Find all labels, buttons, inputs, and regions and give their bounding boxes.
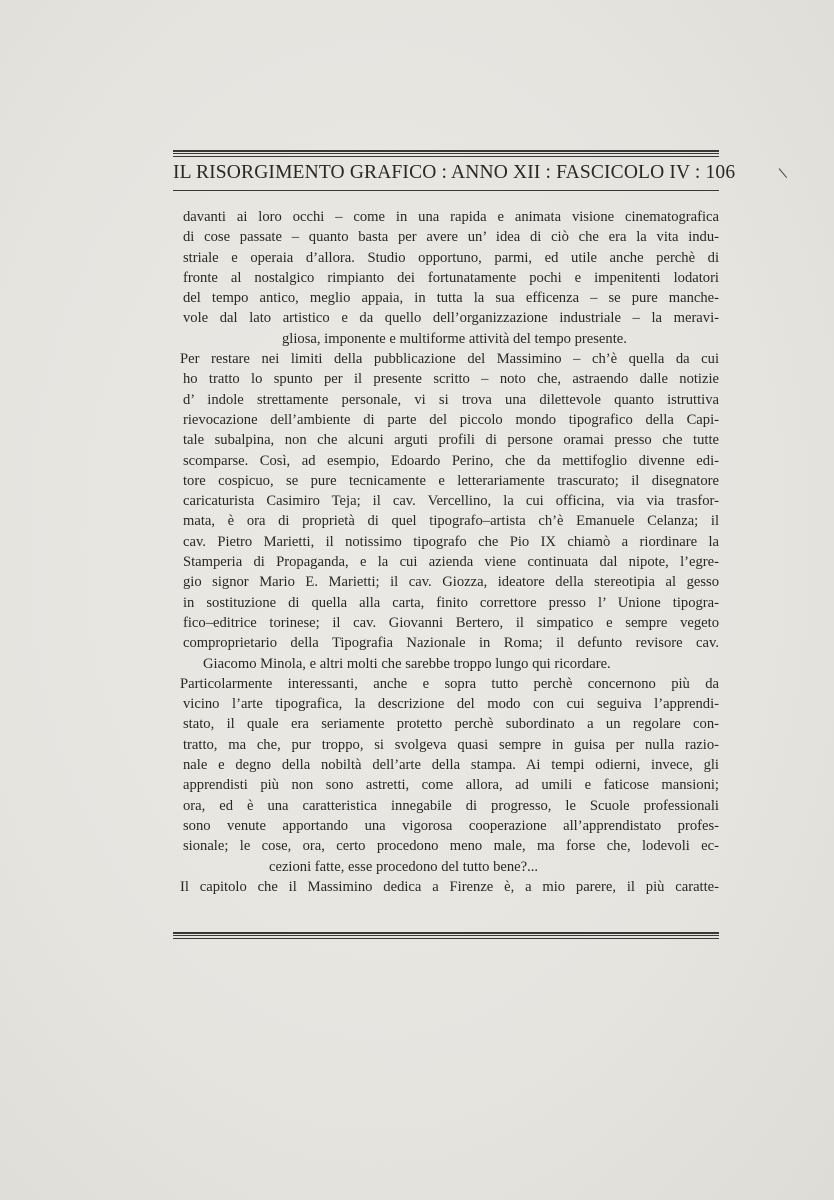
text-line: d’ indole strettamente personale, vi si trova una dilettevole quanto istruttiva: [183, 391, 719, 408]
header-rule: [173, 190, 719, 191]
text-line: tore cospicuo, se pure tecnicamente e letterariamente trascurato; il disegnatore: [183, 472, 719, 489]
text-line: caricaturista Casimiro Teja; il cav. Vercellino, la cui officina, via via trasfor-: [183, 493, 719, 510]
running-header: IL RISORGIMENTO GRAFICO : ANNO XII : FASCICOLO IV : 106: [173, 162, 736, 183]
paragraph-last-line: cezioni fatte, esse procedono del tutto bene?...: [269, 858, 539, 875]
body-text: [180, 207, 719, 897]
text-line: ora, ed è una caratteristica innegabile di progresso, le Scuole professionali: [183, 797, 719, 814]
paragraph-last-line: Giacomo Minola, e altri molti che sarebbe troppo lungo qui ricordare.: [203, 655, 611, 672]
paragraph-first-line: Particolarmente interessanti, anche e sopra tutto perchè concernono più da: [180, 675, 719, 692]
text-line: striale e operaia d’allora. Studio opportuno, parmi, ed utile anche perchè di: [183, 249, 719, 266]
text-line: rievocazione dell’ambiente di parte del piccolo mondo tipografico della Capi-: [183, 411, 719, 428]
paragraph-last-line: gliosa, imponente e multiforme attività del tempo presente.: [282, 330, 627, 347]
paragraph-first-line: Il capitolo che il Massimino dedica a Firenze è, a mio parere, il più caratte-: [180, 878, 719, 895]
text-line: gio signor Mario E. Marietti; il cav. Giozza, ideatore della stereotipia al gesso: [183, 574, 719, 591]
top-double-rule: [173, 150, 719, 157]
margin-mark: [779, 168, 787, 178]
text-line: vole dal lato artistico e da quello dell’organizzazione industriale – la meravi-: [183, 310, 719, 327]
text-line: cav. Pietro Marietti, il notissimo tipografo che Pio IX chiamò a riordinare la: [183, 533, 719, 550]
text-line: di cose passate – quanto basta per avere un’ idea di ciò che era la vita indu-: [183, 229, 719, 246]
text-line: vicino l’arte tipografica, la descrizione del modo con cui seguiva l’apprendi-: [183, 696, 719, 713]
text-line: Stamperia di Propaganda, e la cui azienda viene continuata dal nipote, l’egre-: [183, 554, 719, 571]
text-line: comproprietario della Tipografia Nazionale in Roma; il defunto revisore cav.: [183, 635, 719, 652]
text-line: del tempo antico, meglio appaia, in tutta la sua efficenza – se pure manche-: [183, 290, 719, 307]
text-line: tale subalpina, non che alcuni arguti profili di persone oramai presso che tutte: [183, 432, 719, 449]
bottom-double-rule: [173, 932, 719, 939]
text-line: ho tratto lo spunto per il presente scritto – noto che, astraendo dalle notizie: [183, 371, 719, 388]
text-line: sionale; le cose, ora, certo procedono meno male, ma forse che, lodevoli ec-: [183, 838, 719, 855]
text-line: apprendisti più non sono astretti, come allora, ad umili e faticose mansioni;: [183, 777, 719, 794]
text-line: fico–editrice torinese; il cav. Giovanni Bertero, il simpatico e sempre vegeto: [183, 614, 719, 631]
text-line: nale e degno della nobiltà dell’arte della stampa. Ai tempi odierni, invece, gli: [183, 757, 719, 774]
text-line: mata, è ora di proprietà di quel tipografo–artista ch’è Emanuele Celanza; il: [183, 513, 719, 530]
text-line: fronte al nostalgico rimpianto dei fortunatamente pochi e impenitenti lodatori: [183, 269, 719, 286]
text-line: in sostituzione di quella alla carta, finito correttore presso l’ Unione tipogra-: [183, 594, 719, 611]
text-line: stato, il quale era seriamente protetto perchè subordinato a un regolare con-: [183, 716, 719, 733]
text-line: tratto, ma che, pur troppo, si svolgeva quasi sempre in guisa per nulla razio-: [183, 736, 719, 753]
text-line: davanti ai loro occhi – come in una rapida e animata visione cinematografica: [183, 209, 719, 225]
text-line: scomparse. Così, ad esempio, Edoardo Perino, che da mettifoglio divenne edi-: [183, 452, 719, 469]
text-line: sono venute apportando una vigorosa cooperazione all’apprendistato profes-: [183, 817, 719, 834]
paragraph-first-line: Per restare nei limiti della pubblicazione del Massimino – ch’è quella da cui: [180, 351, 719, 368]
